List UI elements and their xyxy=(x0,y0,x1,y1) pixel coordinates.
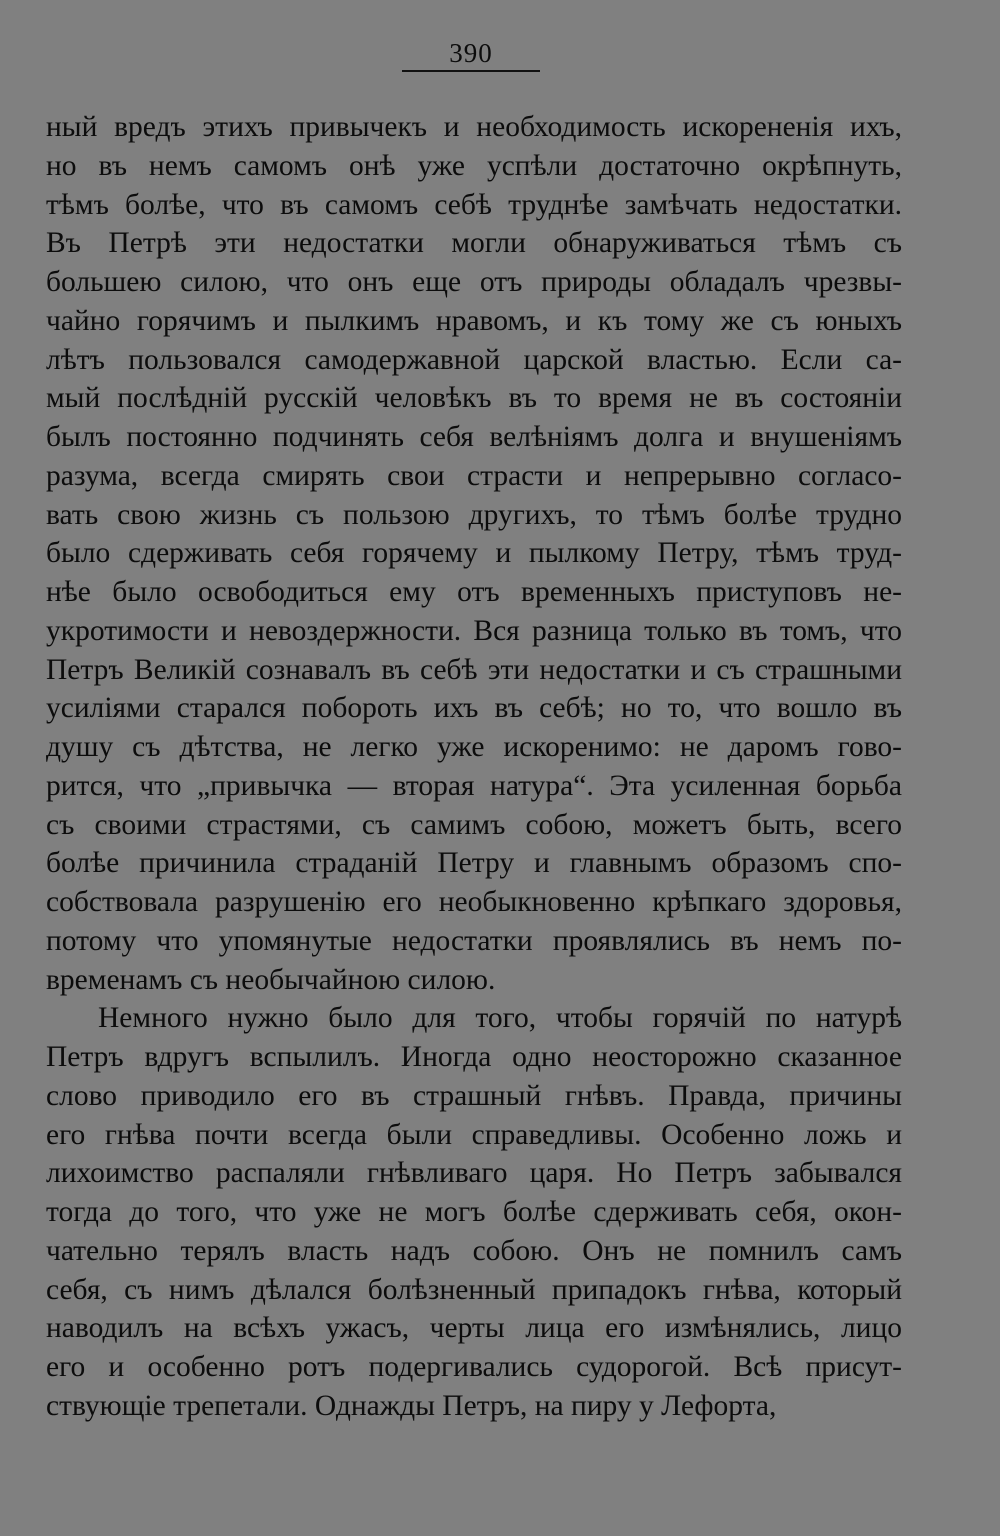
text-line: наводилъ на всѣхъ ужасъ, черты лица его измѣнялись, лицо xyxy=(46,1312,902,1345)
text-line: болѣе причинила страданій Петру и главнымъ образомъ спо- xyxy=(46,847,902,880)
text-line: душу съ дѣтства, не легко уже искоренимо: не даромъ гово- xyxy=(46,731,902,763)
paragraph xyxy=(46,108,902,999)
text-line: тѣмъ болѣе, что въ самомъ себѣ труднѣе замѣчать недостатки. xyxy=(46,188,902,221)
text-line: чательно терялъ власть надъ собою. Онъ не помнилъ самъ xyxy=(46,1234,902,1267)
page-number: 390 xyxy=(449,38,493,68)
text-line: тогда до того, что уже не могъ болѣе сдерживать себя, окон- xyxy=(46,1196,902,1228)
text-line: нѣе было освободиться ему отъ временныхъ приступовъ не- xyxy=(46,576,902,608)
text-line: большею силою, что онъ еще отъ природы обладалъ чрезвы- xyxy=(46,266,902,298)
page-number-rule xyxy=(402,70,540,72)
text-line: Въ Петрѣ эти недостатки могли обнаруживаться тѣмъ съ xyxy=(46,227,902,260)
text-line: потому что упомянутые недостатки проявлялись въ немъ по- xyxy=(46,924,902,957)
text-line: разума, всегда смирять свои страсти и непрерывно согласо- xyxy=(46,459,902,492)
text-line: ствующіе трепетали. Однажды Петръ, на пиру у Лефорта, xyxy=(46,1389,777,1422)
text-line: слово приводило его въ страшный гнѣвъ. Правда, причины xyxy=(46,1079,902,1112)
text-line: рится, что „привычка — вторая натура“. Эта усиленная борьба xyxy=(46,769,902,802)
text-line: временамъ съ необычайною силою. xyxy=(46,963,496,996)
text-line: усиліями старался побороть ихъ въ себѣ; но то, что вошло въ xyxy=(46,692,902,725)
text-line: вать свою жизнь съ пользою другихъ, то тѣмъ болѣе трудно xyxy=(46,498,902,531)
text-line: Петръ вдругъ вспылилъ. Иногда одно неосторожно сказанное xyxy=(46,1041,902,1073)
text-line: но въ немъ самомъ онѣ уже успѣли достаточно окрѣпнуть, xyxy=(46,149,902,182)
text-line: лѣтъ пользовался самодержавной царской властью. Если са- xyxy=(46,343,902,376)
text-line: былъ постоянно подчинять себя велѣніямъ долга и внушеніямъ xyxy=(46,421,902,453)
text-line: лихоимство распаляли гнѣвливаго царя. Но Петръ забывался xyxy=(46,1157,902,1190)
text-line: чайно горячимъ и пылкимъ нравомъ, и къ тому же съ юныхъ xyxy=(46,304,902,337)
text-line: съ своими страстями, съ самимъ собою, можетъ быть, всего xyxy=(46,808,902,841)
text-line: Петръ Великій сознавалъ въ себѣ эти недостатки и съ страшными xyxy=(46,653,902,686)
paragraph xyxy=(46,999,902,1425)
text-line: ный вредъ этихъ привычекъ и необходимость искорененія ихъ, xyxy=(46,111,902,143)
text-line: его и особенно ротъ подергивались судорогой. Всѣ присут- xyxy=(46,1351,902,1383)
text-line: собствовала разрушенію его необыкновенно крѣпкаго здоровья, xyxy=(46,886,902,918)
text-line: мый послѣдній русскій человѣкъ въ то время не въ состояніи xyxy=(46,382,902,415)
text-line: было сдерживать себя горячему и пылкому Петру, тѣмъ труд- xyxy=(46,537,902,570)
text-line: его гнѣва почти всегда были справедливы. Особенно ложь и xyxy=(46,1118,902,1151)
text-line: себя, съ нимъ дѣлался болѣзненный припадокъ гнѣва, который xyxy=(46,1273,902,1306)
text-line: укротимости и невоздержности. Вся разница только въ томъ, что xyxy=(46,614,902,647)
text-line: Немного нужно было для того, чтобы горячій по натурѣ xyxy=(98,1002,902,1035)
body-text xyxy=(46,108,902,1426)
